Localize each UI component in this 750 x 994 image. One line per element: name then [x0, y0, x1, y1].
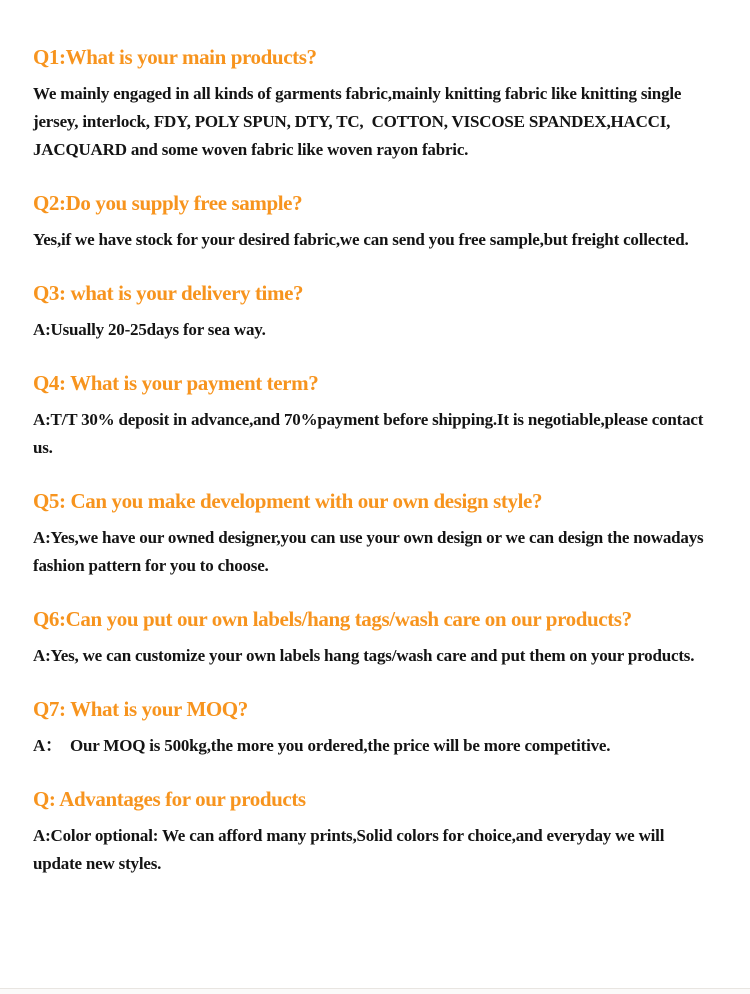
faq-question: Q6:Can you put our own labels/hang tags/wash care on our products? — [33, 607, 632, 631]
faq-item-q5 — [33, 488, 712, 580]
faq-answer: A： Our MOQ is 500kg,the more you ordered,the price will be more competitive. — [33, 736, 611, 755]
faq-item-q1 — [33, 44, 712, 164]
faq-question: Q3: what is your delivery time? — [33, 281, 304, 305]
faq-item-advantages — [33, 786, 712, 878]
faq-question: Q2:Do you supply free sample? — [33, 191, 303, 215]
faq-answer: Yes,if we have stock for your desired fabric,we can send you free sample,but freight collected. — [33, 230, 689, 249]
bottom-divider — [0, 988, 750, 994]
faq-answer: A:Yes, we can customize your own labels hang tags/wash care and put them on your products. — [33, 646, 695, 665]
faq-item-q7 — [33, 696, 712, 760]
faq-answer: A:Yes,we have our owned designer,you can use your own design or we can design the nowadays fashion pattern for you to choose. — [33, 528, 708, 575]
faq-question: Q1:What is your main products? — [33, 45, 317, 69]
faq-question: Q5: Can you make development with our own design style? — [33, 489, 543, 513]
faq-answer: A:T/T 30% deposit in advance,and 70%payment before shipping.It is negotiable,please contact us. — [33, 410, 708, 457]
faq-item-q6 — [33, 606, 712, 670]
faq-question: Q7: What is your MOQ? — [33, 697, 248, 721]
faq-item-q3 — [33, 280, 712, 344]
faq-question: Q: Advantages for our products — [33, 787, 306, 811]
faq-item-q2 — [33, 190, 712, 254]
faq-question: Q4: What is your payment term? — [33, 371, 319, 395]
faq-answer: A:Color optional: We can afford many prints,Solid colors for choice,and everyday we will update new styles. — [33, 826, 669, 873]
faq-answer: A:Usually 20-25days for sea way. — [33, 320, 266, 339]
faq-answer: We mainly engaged in all kinds of garments fabric,mainly knitting fabric like knitting single jersey, interlock, FDY, POLY SPUN, DTY, TC, COTTON, VISCOSE SPANDEX,HACCI, JACQUARD and some woven fabric like woven rayon fabric. — [33, 84, 686, 159]
faq-item-q4 — [33, 370, 712, 462]
